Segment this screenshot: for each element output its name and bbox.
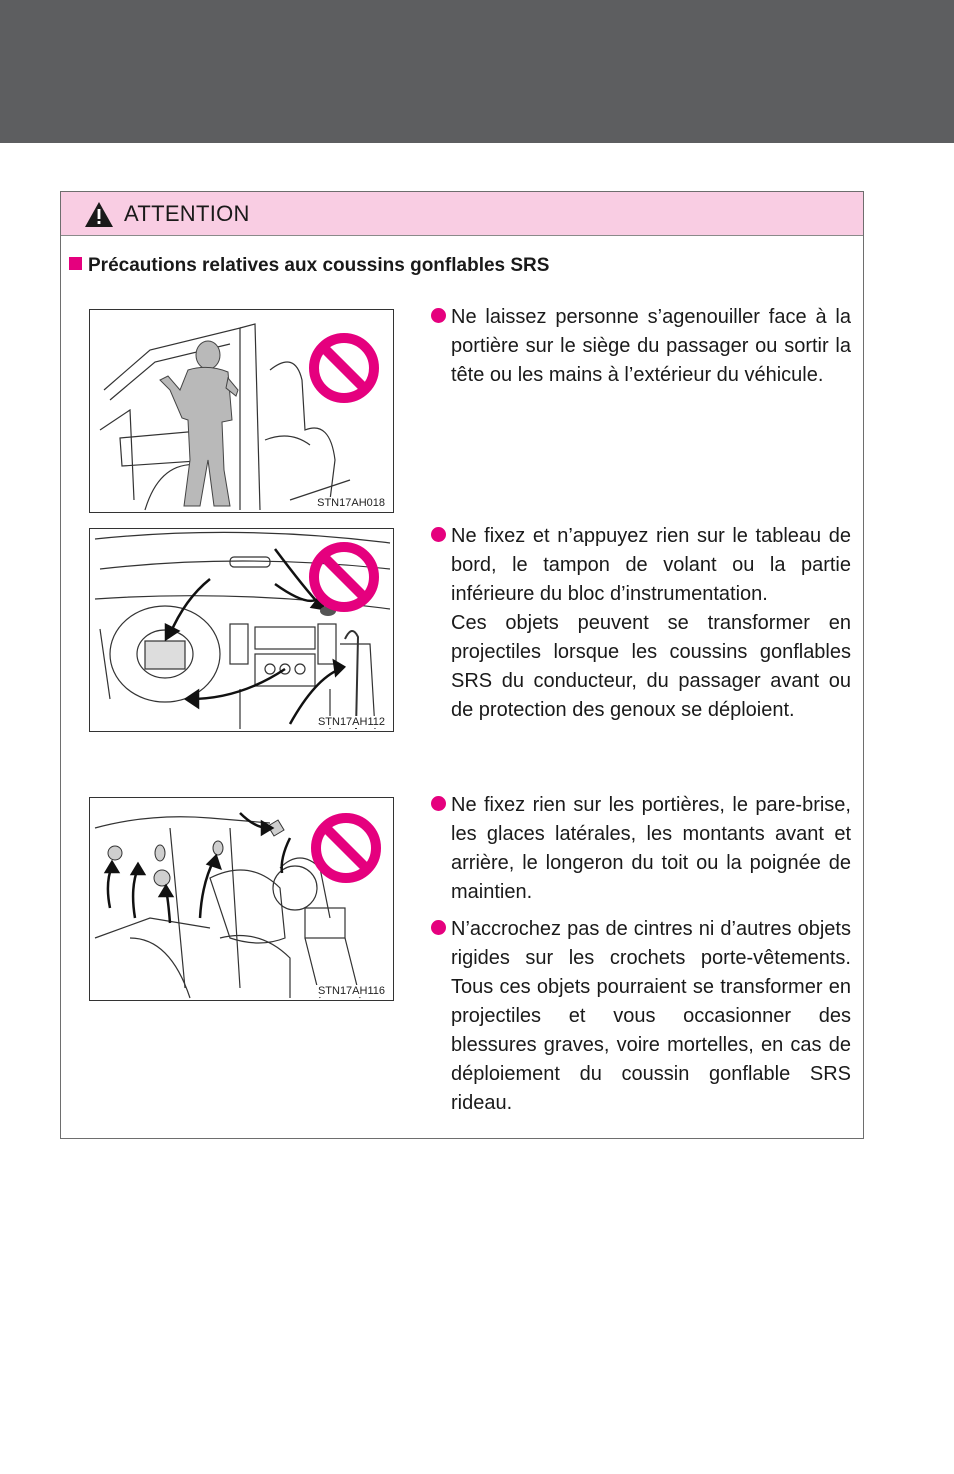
- attention-header: [61, 192, 863, 236]
- dashboard-drawing: [90, 529, 394, 732]
- illustration-code: STN17AH116: [317, 985, 385, 997]
- attention-title: ATTENTION: [124, 201, 250, 226]
- illustration-dashboard: [89, 528, 394, 732]
- prohibition-icon-2: [314, 547, 374, 607]
- bullet-dot-icon: [431, 527, 446, 542]
- bullet-dot-icon: [431, 308, 446, 323]
- interior-hooks-drawing: [90, 798, 394, 1001]
- bullet-dashboard: [431, 522, 851, 725]
- prohibition-icon-3: [316, 818, 376, 878]
- prohibition-icon-1: [314, 338, 374, 398]
- bullet-doors-pillars: [431, 791, 851, 907]
- bullet-dot-icon: [431, 796, 446, 811]
- kneeling-passenger-drawing: [90, 310, 394, 513]
- bullet-coat-hooks: [431, 915, 851, 1118]
- attention-box: [60, 191, 864, 1139]
- illustration-code: STN17AH018: [317, 497, 385, 509]
- bullet-text: Ne fixez et n’appuyez rien sur le tableau de bord, le tampon de volant ou la partie inférieure du bloc d’instrumentation.: [451, 525, 851, 605]
- top-band: [0, 0, 954, 143]
- section-square-icon: [69, 257, 82, 270]
- bullet-text: Ne laissez personne s’agenouiller face à la portière sur le siège du passager ou sortir la tête ou les mains à l’extérieur du véhicule.: [451, 306, 851, 386]
- illustration-interior-hooks: [89, 797, 394, 1001]
- section-heading-text: Précautions relatives aux coussins gonflables SRS: [88, 255, 550, 276]
- section-heading: [69, 255, 549, 277]
- bullet-text-continuation: Ces objets peuvent se transformer en projectiles lorsque les coussins gonflables SRS du conducteur, du passager avant ou de protection des genoux se déploient.: [451, 612, 851, 721]
- bullet-text: N’accrochez pas de cintres ni d’autres objets rigides sur les crochets porte-vêtements. Tous ces objets pourraient se transformer en projectiles et vous occasionner des blessures graves, voire mortelles, en cas de déploiement du coussin gonflable SRS rideau.: [451, 918, 851, 1114]
- warning-icon: [84, 201, 114, 228]
- bullet-dot-icon: [431, 920, 446, 935]
- illustration-code: STN17AH112: [317, 716, 385, 728]
- illustration-kneeling-passenger: [89, 309, 394, 513]
- bullet-text: Ne fixez rien sur les portières, le pare-brise, les glaces latérales, les montants avant et arrière, le longeron du toit ou la poignée de maintien.: [451, 794, 851, 903]
- bullet-kneeling: [431, 303, 851, 390]
